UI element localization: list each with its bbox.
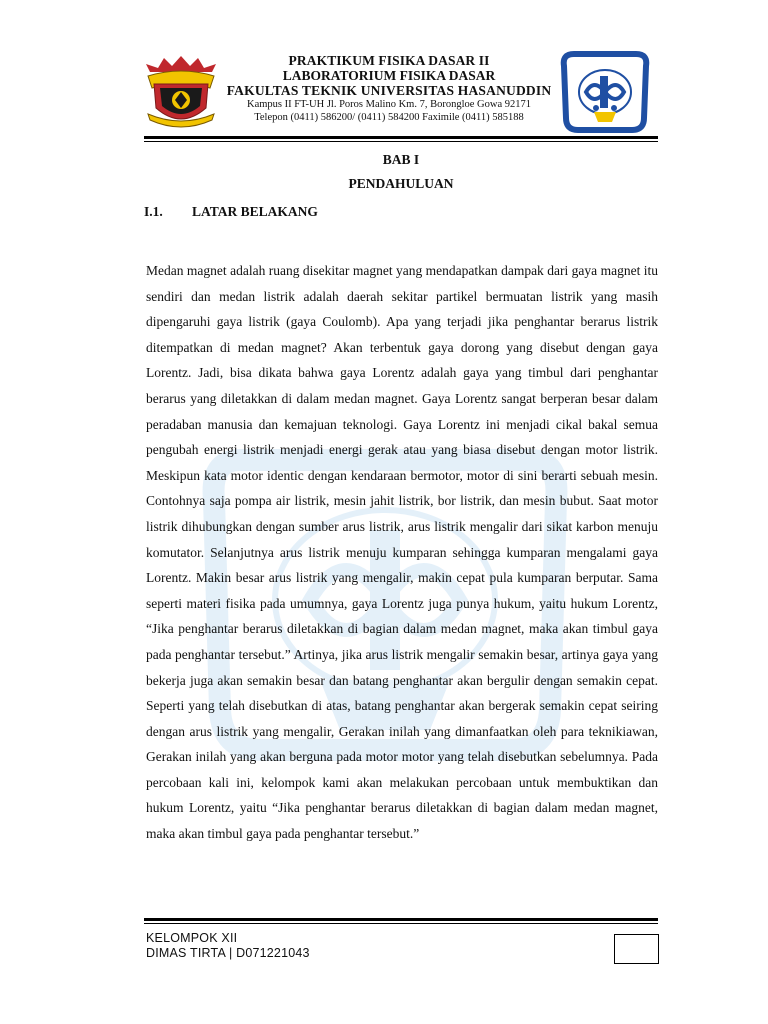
footer-divider-thin [144, 923, 658, 924]
letterhead-line-1: PRAKTIKUM FISIKA DASAR II [288, 53, 490, 68]
chapter-title: PENDAHULUAN [348, 176, 454, 191]
body-paragraph: Medan magnet adalah ruang disekitar magnet yang mendapatkan dampak dari gaya magnet itu sendiri dan medan listrik adalah daerah sekitar partikel bermuatan listrik yang masih dipengaruhi gaya listrik (gaya Coulomb). Apa yang terjadi jika penghantar berarus listrik ditempatkan di medan magnet? Akan terbentuk gaya dorong yang disebut dengan gaya Lorentz. Jadi, bisa dikata bahwa gaya Lorentz adalah gaya yang timbul dari penghantar berarus yang diletakkan di dalam medan magnet. Gaya Lorentz sangat berperan besar dalam peradaban manusia dan kemajuan teknologi. Gaya Lorentz ini menjadi cikal bakal semua pengubah energi listrik menjadi energi gerak atau yang biasa disebut dengan motor listrik. Meskipun kata motor identic dengan kendaraan bermotor, motor di sini berarti sebuah mesin. Contohnya saja pompa air listrik, mesin jahit listrik, bor listrik, dan mesin bubut. Saat motor listrik dihubungkan dengan sumber arus listrik, arus listrik mengalir dari sikat karbon menuju komutator. Selanjutnya arus listrik menuju kumparan sehingga kumparan mengalami gaya Lorentz. Makin besar arus listrik yang mengalir, makin cepat pula kumparan berputar. Sama seperti materi fisika pada umumnya, gaya Lorentz juga punya hukum, yaitu hukum Lorentz, “Jika penghantar berarus diletakkan di bagian dalam medan magnet, maka akan timbul gaya pada penghantar tersebut.” Artinya, jika arus listrik mengalir semakin besar, artinya gaya yang bekerja juga akan semakin besar dan batang penghantar akan bergulir dengan semakin cepat. Seperti yang telah disebutkan di atas, batang penghantar akan bergerak semakin cepat seiring dengan arus listrik yang mengalir, Gerakan inilah yang dimanfaatkan oleh para teknikiawan, Gerakan inilah yang akan berguna pada motor motor yang telah disebutkan sebelumnya. Pada percobaan kali ini, kelompok kami akan melakukan percobaan untuk membuktikan dan hukum Lorentz, yaitu “Jika penghantar berarus diletakkan di bagian dalam medan magnet, maka akan timbul gaya pada penghantar tersebut.” [146, 263, 658, 842]
page-footer [146, 931, 310, 961]
header-divider-thin [144, 141, 658, 142]
letterhead [218, 53, 560, 124]
letterhead-contact: Telepon (0411) 586200/ (0411) 584200 Faximile (0411) 585188 [254, 112, 524, 123]
letterhead-address: Kampus II FT-UH Jl. Poros Malino Km. 7, Borongloe Gowa 92171 [247, 99, 531, 110]
chapter-number: BAB I [382, 152, 420, 167]
letterhead-line-3: FAKULTAS TEKNIK UNIVERSITAS HASANUDDIN [226, 83, 552, 98]
chapter-heading [144, 148, 658, 196]
letterhead-line-2: LABORATORIUM FISIKA DASAR [282, 68, 496, 83]
footer-group: KELOMPOK XII [146, 931, 238, 945]
footer-author: DIMAS TIRTA | D071221043 [146, 946, 310, 960]
body-text [146, 258, 658, 847]
section-title: LATAR BELAKANG [192, 204, 318, 219]
university-logo [144, 54, 218, 130]
section-heading [144, 204, 318, 220]
header-divider-thick [144, 136, 658, 139]
section-number: I.1. [144, 204, 163, 219]
footer-divider-thick [144, 918, 658, 921]
lab-logo [560, 50, 650, 134]
page-number-box [614, 934, 659, 964]
